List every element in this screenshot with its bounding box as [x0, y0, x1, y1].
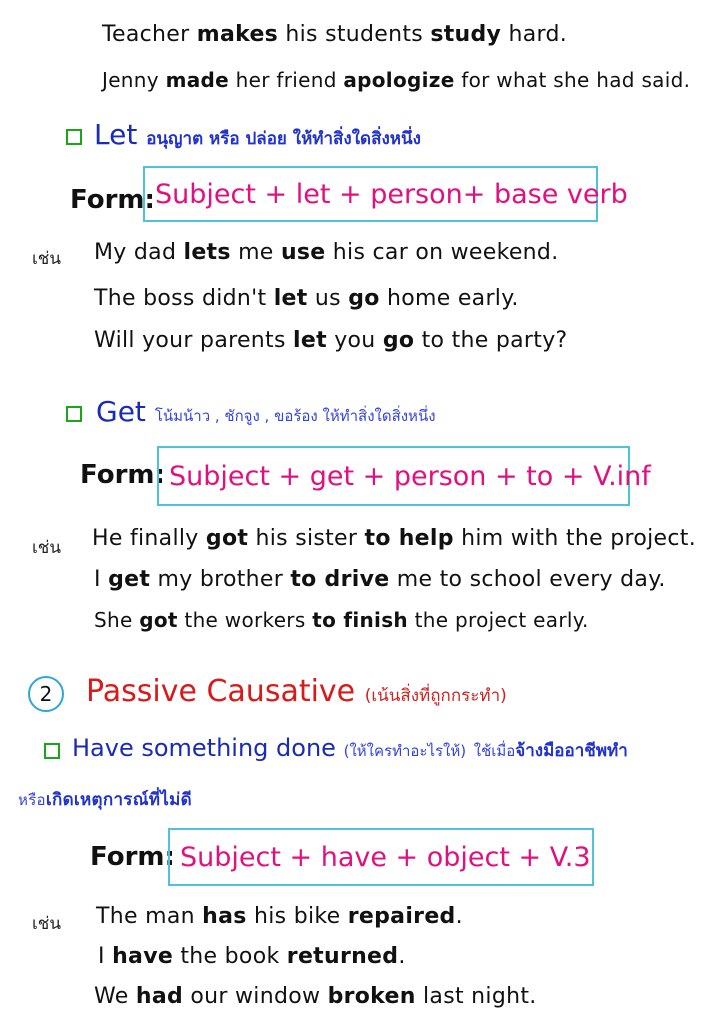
- text: my brother: [150, 567, 291, 592]
- text: me to school every day.: [389, 567, 666, 592]
- text: our window: [183, 984, 328, 1009]
- text: Will your parents: [94, 328, 294, 353]
- keyword: repaired: [347, 904, 456, 929]
- text: his students: [278, 22, 431, 47]
- text: .: [455, 904, 463, 929]
- text: him with the project.: [453, 526, 696, 551]
- get-example-1: [92, 526, 696, 551]
- form-label: Form:: [80, 460, 165, 490]
- text: last night.: [415, 984, 537, 1009]
- section-title: Get: [96, 395, 146, 428]
- text: I: [94, 567, 109, 592]
- formula-box: Subject + have + object + V.3: [168, 828, 594, 886]
- have-done-usage-line2: [18, 786, 192, 813]
- keyword: got: [205, 526, 249, 551]
- text: She: [94, 608, 140, 632]
- section-number-badge: 2: [28, 676, 64, 712]
- keyword: let: [273, 286, 308, 311]
- text: his car on weekend.: [325, 240, 559, 265]
- keyword: returned: [286, 944, 399, 969]
- section-note: (เน้นสิ่งที่ถูกกระทำ): [364, 686, 507, 706]
- example-prefix: เช่น: [32, 914, 61, 934]
- keyword: to finish: [312, 608, 408, 632]
- text: หรือ: [18, 791, 46, 809]
- keyword: let: [293, 328, 327, 353]
- keyword: have: [112, 944, 174, 969]
- section-meaning: โน้มน้าว , ชักจูง , ขอร้อง ให้ทำสิ่งใดสิ่งหนึ่ง: [154, 407, 436, 425]
- get-example-3: [94, 608, 589, 632]
- let-example-2: [94, 286, 519, 311]
- text: The boss didn't: [94, 286, 274, 311]
- text: the project early.: [407, 608, 589, 632]
- keyword: get: [108, 567, 151, 592]
- keyword: go: [348, 286, 380, 311]
- make-example-1: [102, 22, 567, 47]
- text: He finally: [92, 526, 206, 551]
- text: My dad: [94, 240, 184, 265]
- text: home early.: [379, 286, 519, 311]
- text: the workers: [177, 608, 313, 632]
- formula-box: Subject + let + person+ base verb: [143, 166, 598, 222]
- let-example-1: [94, 240, 559, 265]
- text: The man: [96, 904, 203, 929]
- keyword: has: [202, 904, 247, 929]
- keyword: go: [382, 328, 415, 353]
- subsection-usage: ใช้เมื่อ: [473, 742, 516, 760]
- subsection-note: (ให้ใครทำอะไรให้): [343, 742, 467, 760]
- let-heading: [94, 118, 421, 152]
- keyword: makes: [196, 22, 279, 47]
- text: hard.: [501, 22, 568, 47]
- keyword: apologize: [343, 68, 455, 92]
- text: for what she had said.: [454, 68, 691, 92]
- make-example-2: [102, 68, 690, 92]
- passive-example-3: [94, 984, 537, 1009]
- checkbox-icon: [66, 129, 82, 145]
- let-example-3: [94, 328, 568, 353]
- example-prefix: เช่น: [32, 249, 61, 269]
- text: me: [230, 240, 281, 265]
- keyword: got: [139, 608, 178, 632]
- text: Teacher: [102, 22, 197, 47]
- text: the book: [173, 944, 287, 969]
- form-label: Form:: [70, 185, 155, 215]
- section-title: Let: [94, 118, 138, 151]
- checkbox-icon: [66, 406, 82, 422]
- text-emphasis: เกิดเหตุการณ์ที่ไม่ดี: [45, 790, 193, 810]
- text: .: [398, 944, 406, 969]
- text: you: [326, 328, 383, 353]
- example-prefix: เช่น: [32, 538, 61, 558]
- text: his sister: [248, 526, 365, 551]
- subsection-usage-emphasis: จ้างมืออาชีพทำ: [515, 741, 628, 761]
- text: Jenny: [102, 68, 166, 92]
- get-heading: [96, 395, 436, 428]
- passive-example-1: [96, 904, 463, 929]
- keyword: made: [165, 68, 229, 92]
- text: us: [307, 286, 349, 311]
- section-title: Passive Causative: [86, 674, 356, 709]
- passive-example-2: [98, 944, 406, 969]
- formula-box: Subject + get + person + to + V.inf: [157, 446, 630, 506]
- section-meaning: อนุญาต หรือ ปล่อย ให้ทำสิ่งใดสิ่งหนึ่ง: [146, 129, 421, 149]
- have-done-heading: [72, 734, 628, 764]
- keyword: lets: [183, 240, 231, 265]
- text: to the party?: [414, 328, 568, 353]
- checkbox-icon: [44, 743, 60, 759]
- text: We: [94, 984, 136, 1009]
- passive-heading: [86, 674, 507, 709]
- keyword: use: [280, 240, 326, 265]
- keyword: to drive: [290, 567, 390, 592]
- text: I: [98, 944, 113, 969]
- keyword: study: [430, 22, 502, 47]
- text: his bike: [246, 904, 348, 929]
- text: her friend: [228, 68, 344, 92]
- get-example-2: [94, 567, 666, 592]
- keyword: had: [135, 984, 184, 1009]
- keyword: broken: [327, 984, 416, 1009]
- form-label: Form:: [90, 842, 175, 872]
- subsection-title: Have something done: [72, 734, 336, 762]
- keyword: to help: [364, 526, 454, 551]
